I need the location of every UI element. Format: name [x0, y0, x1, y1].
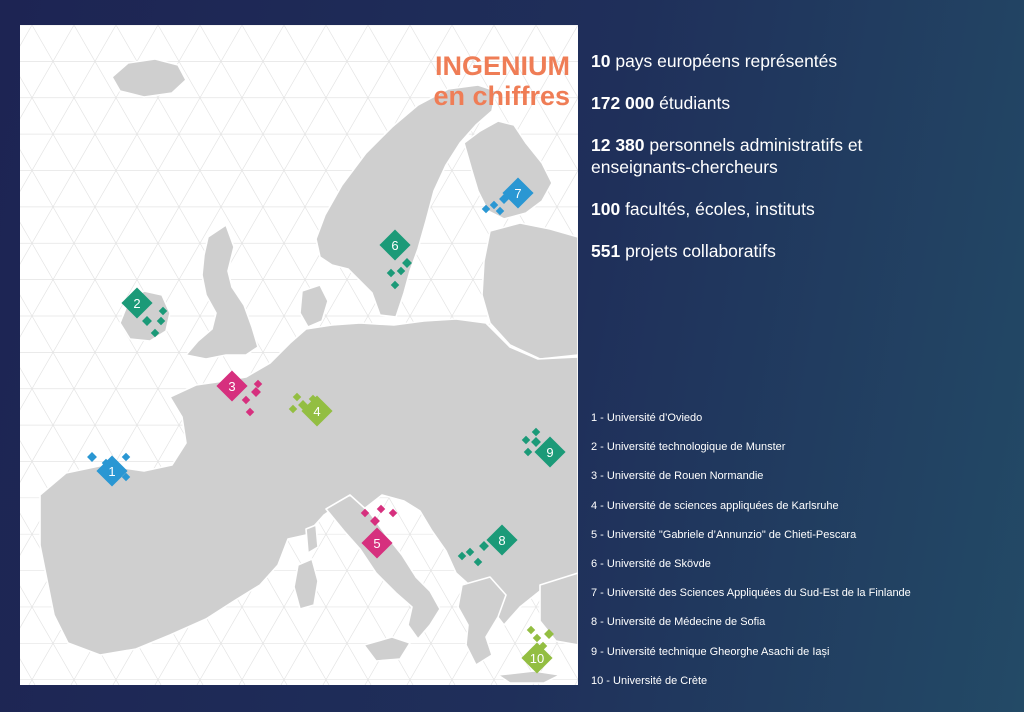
stat-text: facultés, écoles, instituts	[620, 199, 815, 219]
stat-number: 172 000	[591, 93, 655, 113]
stat-number: 10	[591, 51, 611, 71]
stat-number: 12 380	[591, 135, 645, 155]
land-crete	[498, 671, 560, 683]
marker-dot	[527, 626, 535, 634]
stat-text: personnels administratifs et enseignants-chercheurs	[591, 135, 863, 177]
legend-item-1: 1 - Université d’Oviedo	[591, 412, 703, 424]
legend-item-7: 7 - Université des Sciences Appliquées du Sud-Est de la Finlande	[591, 587, 911, 600]
marker-number: 10	[529, 651, 545, 666]
marker-number: 5	[373, 536, 381, 551]
marker-number: 4	[313, 404, 321, 419]
land-denmark	[300, 285, 328, 327]
stat-staff	[591, 134, 921, 178]
land-sardinia	[294, 559, 318, 609]
land-greece	[458, 577, 506, 665]
map-title-line2: en chiffres	[433, 81, 570, 111]
land-sicily	[364, 637, 410, 661]
land-scandinavia	[316, 85, 496, 317]
europe-map-graphic	[20, 25, 578, 685]
stat-text: pays européens représentés	[610, 51, 838, 71]
marker-number: 7	[514, 186, 522, 201]
marker-number: 8	[498, 533, 506, 548]
marker-dot	[87, 452, 97, 462]
map-title	[433, 51, 570, 111]
marker-dot	[533, 634, 541, 642]
marker-number: 9	[546, 445, 554, 460]
marker-number: 3	[228, 379, 236, 394]
marker-number: 1	[108, 464, 116, 479]
stat-faculties	[591, 198, 921, 220]
legend-item-8: 8 - Université de Médecine de Sofia	[591, 616, 766, 629]
land-iceland	[112, 59, 186, 97]
legend-item-4: 4 - Université de sciences appliquées de Karlsruhe	[591, 499, 839, 512]
legend-item-9: 9 - Université technique Gheorghe Asachi de Iași	[591, 645, 830, 658]
stat-students	[591, 92, 921, 114]
stat-projects	[591, 240, 921, 262]
legend-item-5: 5 - Université "Gabriele d’Annunzio" de Chieti-Pescara	[591, 528, 857, 541]
europe-map	[20, 25, 578, 685]
map-title-line1: INGENIUM	[435, 51, 570, 81]
land-finland	[464, 121, 552, 219]
land-masses	[40, 59, 578, 683]
stat-countries	[591, 50, 921, 72]
stat-text: projets collaboratifs	[620, 241, 776, 261]
marker-number: 2	[133, 296, 141, 311]
marker-number: 6	[391, 238, 399, 253]
legend-item-3: 3 - Université de Rouen Normandie	[591, 470, 764, 483]
stat-number: 100	[591, 199, 621, 219]
land-great-britain	[186, 225, 258, 359]
stat-text: étudiants	[654, 93, 731, 113]
marker-dot	[122, 453, 130, 461]
legend-item-2: 2 - Université technologique de Munster	[591, 441, 786, 454]
marker-10	[521, 626, 554, 674]
universities-legend	[591, 409, 911, 701]
legend-item-6: 6 - Université de Skövde	[591, 557, 711, 570]
stats-list	[591, 50, 921, 282]
stat-number: 551	[591, 241, 621, 261]
legend-item-10: 10 - Université de Crète	[591, 674, 708, 687]
land-corsica	[306, 525, 318, 553]
